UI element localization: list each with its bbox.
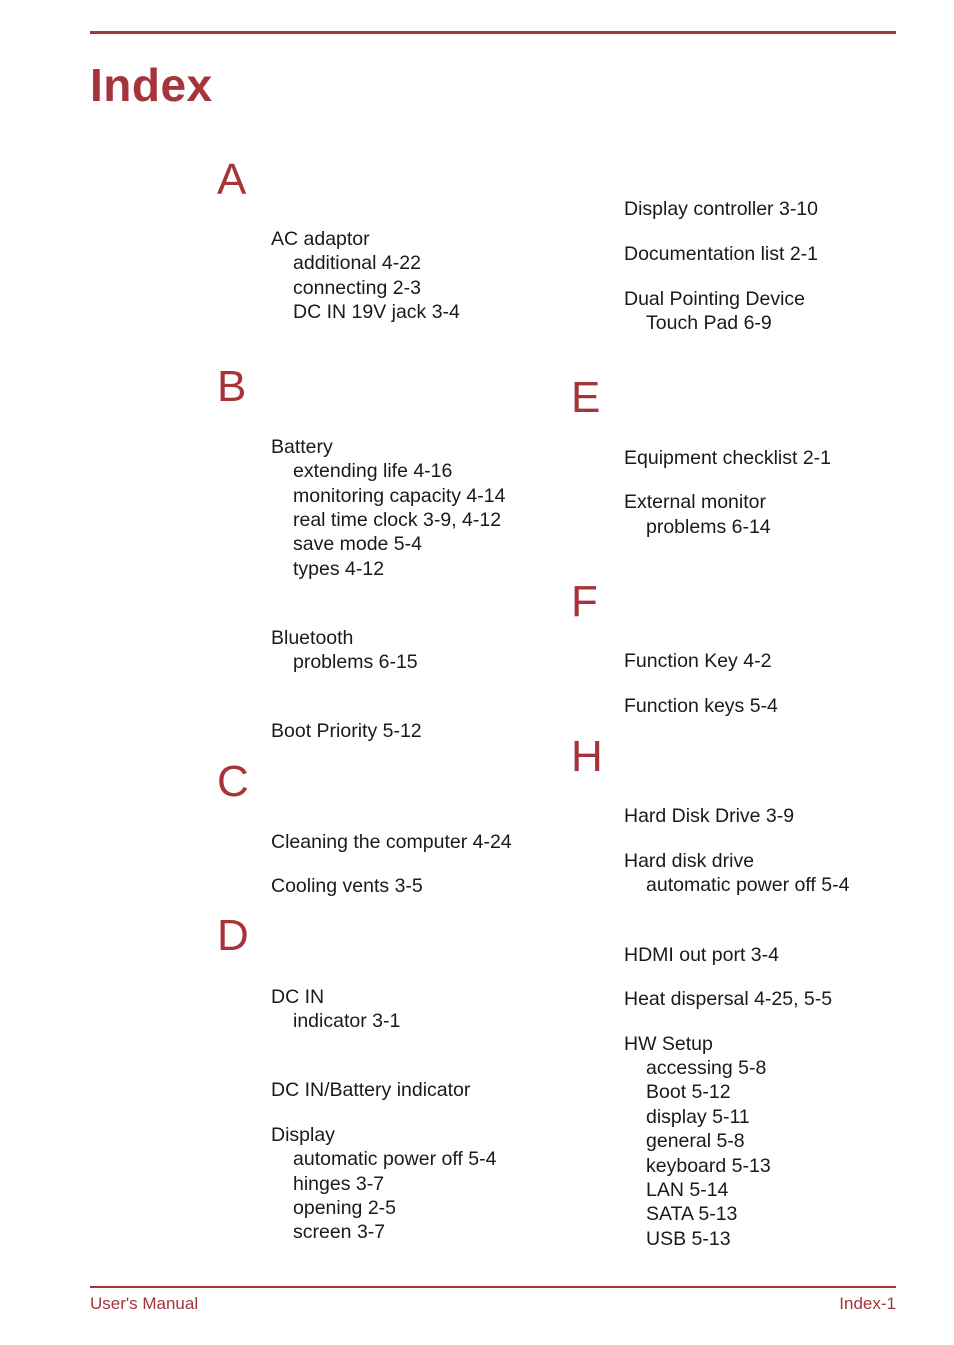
- index-subentry: problems 6-15: [293, 651, 418, 673]
- section-letter-h: H: [571, 732, 603, 781]
- index-entry: Bluetooth: [271, 627, 354, 649]
- index-subentry: accessing 5-8: [646, 1057, 767, 1079]
- index-entry: DC IN/Battery indicator: [271, 1079, 471, 1101]
- index-entry: Documentation list 2-1: [624, 243, 819, 265]
- index-subentry: keyboard 5-13: [646, 1155, 771, 1177]
- index-subentry: automatic power off 5-4: [646, 874, 850, 896]
- index-subentry: USB 5-13: [646, 1228, 731, 1250]
- index-subentry: problems 6-14: [646, 516, 771, 538]
- index-entry: Display: [271, 1124, 335, 1146]
- index-entry: HW Setup: [624, 1033, 713, 1055]
- index-subentry: Boot 5-12: [646, 1081, 731, 1103]
- footer-rule: [90, 1286, 896, 1288]
- index-entry: Hard disk drive: [624, 850, 755, 872]
- index-subentry: screen 3-7: [293, 1221, 386, 1243]
- index-subentry: display 5-11: [646, 1106, 750, 1128]
- index-subentry: indicator 3-1: [293, 1010, 401, 1032]
- footer-left: User's Manual: [90, 1294, 199, 1313]
- index-subentry: general 5-8: [646, 1130, 745, 1152]
- index-subentry: additional 4-22: [293, 252, 421, 274]
- index-entry: Function Key 4-2: [624, 650, 772, 672]
- index-subentry: real time clock 3-9, 4-12: [293, 509, 502, 531]
- index-subentry: connecting 2-3: [293, 277, 421, 299]
- index-entry: Cooling vents 3-5: [271, 875, 423, 897]
- top-rule: [90, 31, 896, 34]
- index-entry: Heat dispersal 4-25, 5-5: [624, 988, 833, 1010]
- index-entry: Battery: [271, 436, 333, 458]
- index-subentry: DC IN 19V jack 3-4: [293, 301, 460, 323]
- section-letter-f: F: [571, 577, 598, 626]
- section-letter-b: B: [217, 362, 247, 411]
- section-letter-d: D: [217, 911, 249, 960]
- page-title: Index: [90, 59, 213, 111]
- index-entry: Hard Disk Drive 3-9: [624, 805, 795, 827]
- index-subentry: Touch Pad 6-9: [646, 312, 772, 334]
- index-subentry: opening 2-5: [293, 1197, 397, 1219]
- index-subentry: types 4-12: [293, 558, 385, 580]
- index-entry: Display controller 3-10: [624, 198, 819, 220]
- index-subentry: monitoring capacity 4-14: [293, 485, 506, 507]
- index-subentry: hinges 3-7: [293, 1173, 385, 1195]
- index-entry: HDMI out port 3-4: [624, 944, 779, 966]
- section-letter-c: C: [217, 757, 249, 806]
- index-subentry: save mode 5-4: [293, 533, 422, 555]
- page-number: Index-1: [839, 1294, 896, 1313]
- index-subentry: extending life 4-16: [293, 460, 453, 482]
- index-entry: Boot Priority 5-12: [271, 720, 422, 742]
- index-entry: DC IN: [271, 986, 325, 1008]
- index-entry: Cleaning the computer 4-24: [271, 831, 512, 853]
- index-entry: Dual Pointing Device: [624, 288, 806, 310]
- section-letter-a: A: [217, 155, 247, 204]
- index-subentry: automatic power off 5-4: [293, 1148, 497, 1170]
- index-entry: Function keys 5-4: [624, 695, 778, 717]
- index-subentry: SATA 5-13: [646, 1203, 738, 1225]
- section-letter-e: E: [571, 373, 601, 422]
- index-entry: External monitor: [624, 491, 766, 513]
- index-subentry: LAN 5-14: [646, 1179, 729, 1201]
- index-entry: AC adaptor: [271, 228, 370, 250]
- index-entry: Equipment checklist 2-1: [624, 447, 832, 469]
